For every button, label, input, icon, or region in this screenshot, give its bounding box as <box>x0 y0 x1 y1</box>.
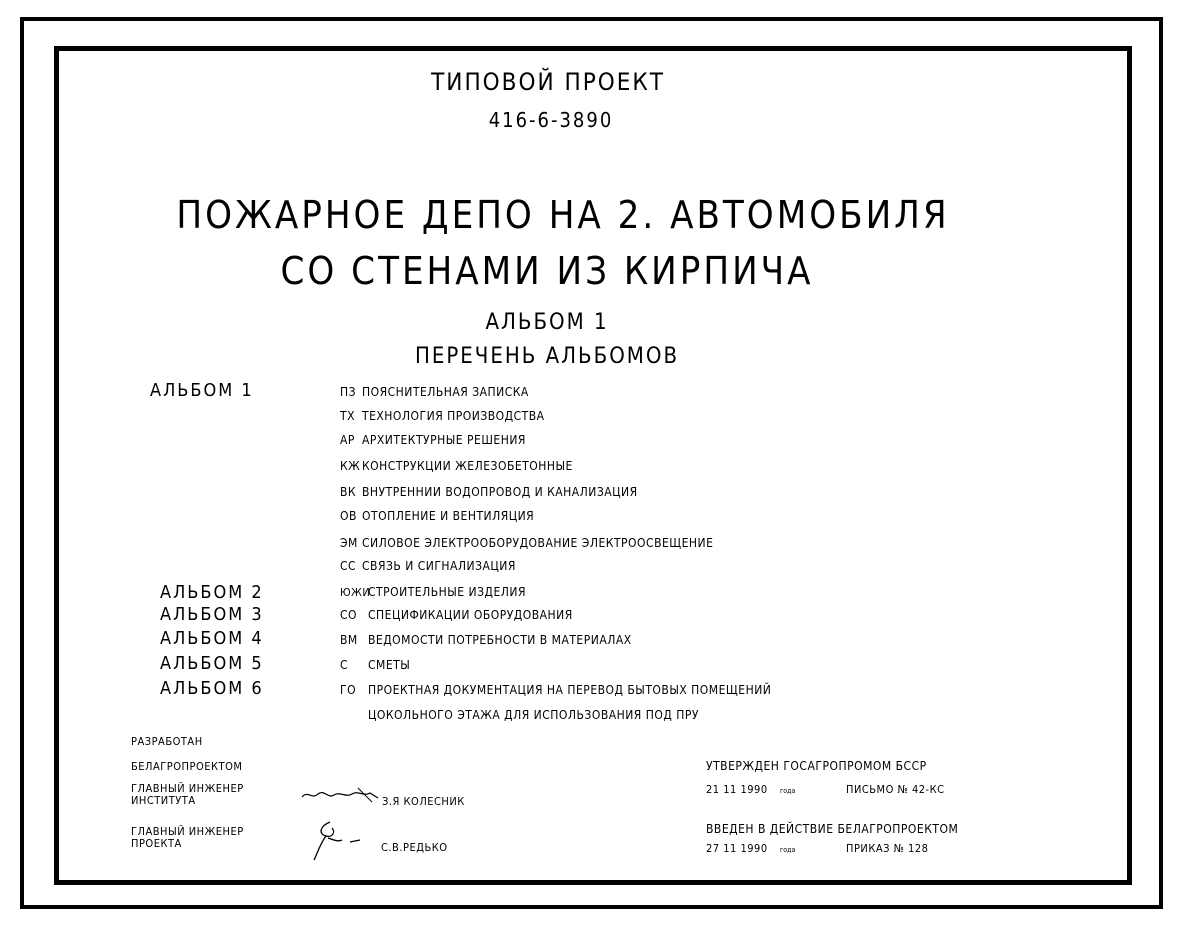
project-engineer-name: С.В.РЕДЬКО <box>381 841 448 854</box>
document-title-line1: ПОЖАРНОЕ ДЕПО НА 2. АВТОМОБИЛЯ <box>176 193 950 237</box>
list-item-text: СПЕЦИФИКАЦИИ ОБОРУДОВАНИЯ <box>368 608 573 622</box>
list-item-text: ВНУТРЕННИИ ВОДОПРОВОД И КАНАЛИЗАЦИЯ <box>362 485 638 499</box>
list-item-code: ЮЖИ <box>340 586 371 599</box>
approved-date: 21 11 1990 <box>706 783 768 796</box>
album-label-1: АЛЬБОМ 1 <box>150 380 254 401</box>
list-item-code: КЖ <box>340 459 361 473</box>
signature-redko <box>310 818 364 862</box>
list-item-text: АРХИТЕКТУРНЫЕ РЕШЕНИЯ <box>362 433 526 447</box>
developed-label: РАЗРАБОТАН <box>131 735 203 748</box>
list-item-code: ОВ <box>340 509 357 523</box>
album-label-6: АЛЬБОМ 6 <box>160 678 264 699</box>
list-item-code: ВК <box>340 485 357 499</box>
list-item-text: СИЛОВОЕ ЭЛЕКТРООБОРУДОВАНИЕ ЭЛЕКТРООСВЕЩЕНИЕ <box>362 536 714 550</box>
project-number: 416-6-3890 <box>488 108 614 132</box>
approved-year-word: года <box>780 787 796 795</box>
approved-letter: ПИСЬМО № 42-КС <box>846 783 945 796</box>
list-item-text: ПОЯСНИТЕЛЬНАЯ ЗАПИСКА <box>362 385 529 399</box>
approved-line: УТВЕРЖДЕН ГОСАГРОПРОМОМ БССР <box>706 759 927 773</box>
list-item-text: СТРОИТЕЛЬНЫЕ ИЗДЕЛИЯ <box>368 585 526 599</box>
introduced-date: 27 11 1990 <box>706 842 768 855</box>
list-item-code: СС <box>340 559 357 573</box>
album-label-4: АЛЬБОМ 4 <box>160 628 264 649</box>
list-item-text: ТЕХНОЛОГИЯ ПРОИЗВОДСТВА <box>362 409 545 423</box>
institute-engineer-title: ГЛАВНЫЙ ИНЖЕНЕР <box>131 782 244 795</box>
album-label-2: АЛЬБОМ 2 <box>160 582 264 603</box>
album-label-3: АЛЬБОМ 3 <box>160 604 264 625</box>
album-label-5: АЛЬБОМ 5 <box>160 653 264 674</box>
list-item-code: ГО <box>340 683 357 697</box>
introduced-year-word: года <box>780 846 796 854</box>
project-engineer-title-2: ПРОЕКТА <box>131 837 182 850</box>
list-item-code: СО <box>340 608 358 622</box>
list-item-text: ОТОПЛЕНИЕ И ВЕНТИЛЯЦИЯ <box>362 509 535 523</box>
list-item-text: КОНСТРУКЦИИ ЖЕЛЕЗОБЕТОННЫЕ <box>362 459 573 473</box>
project-type: ТИПОВОЙ ПРОЕКТ <box>431 68 665 96</box>
list-item-text: ПРОЕКТНАЯ ДОКУМЕНТАЦИЯ НА ПЕРЕВОД БЫТОВЫХ ПОМЕЩЕНИЙ <box>368 683 772 697</box>
institute-engineer-title-2: ИНСТИТУТА <box>131 794 196 807</box>
list-item-text: ЦОКОЛЬНОГО ЭТАЖА ДЛЯ ИСПОЛЬЗОВАНИЯ ПОД ПРУ <box>368 708 699 722</box>
list-item-text: СВЯЗЬ И СИГНАЛИЗАЦИЯ <box>362 559 516 573</box>
introduced-line: ВВЕДЕН В ДЕЙСТВИЕ БЕЛАГРОПРОЕКТОМ <box>706 822 959 836</box>
organization-name: БЕЛАГРОПРОЕКТОМ <box>131 760 243 773</box>
list-item-code: ПЗ <box>340 385 357 399</box>
document-title-line2: СО СТЕНАМИ ИЗ КИРПИЧА <box>280 249 814 293</box>
album-heading: АЛЬБОМ 1 <box>485 310 609 335</box>
list-item-text: СМЕТЫ <box>368 658 411 672</box>
list-heading: ПЕРЕЧЕНЬ АЛЬБОМОВ <box>414 344 680 369</box>
list-item-code: ВМ <box>340 633 358 647</box>
list-item-code: ТХ <box>340 409 355 423</box>
list-item-text: ВЕДОМОСТИ ПОТРЕБНОСТИ В МАТЕРИАЛАХ <box>368 633 632 647</box>
list-item-code: ЭМ <box>340 536 358 550</box>
institute-engineer-name: З.Я КОЛЕСНИК <box>382 795 465 808</box>
introduced-order: ПРИКАЗ № 128 <box>846 842 929 855</box>
list-item-code: С <box>340 658 349 672</box>
list-item-code: АР <box>340 433 355 447</box>
project-engineer-title: ГЛАВНЫЙ ИНЖЕНЕР <box>131 825 244 838</box>
signature-kolesnik <box>300 784 380 804</box>
